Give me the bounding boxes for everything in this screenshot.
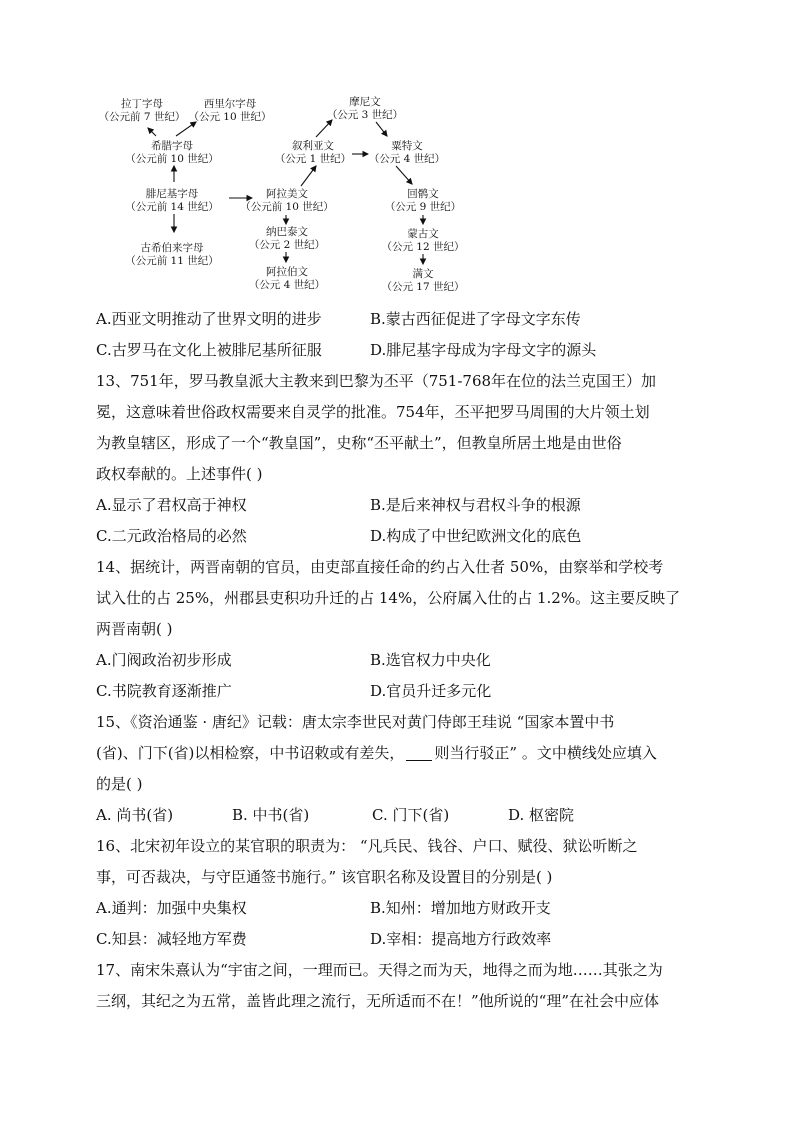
- q14-stem-line-1: 14、据统计，两晋南朝的官员，由吏部直接任命的约占入仕者 50%，由察举和学校考: [96, 558, 664, 576]
- q14-option-c[interactable]: C.书院教育逐渐推广: [96, 682, 232, 700]
- node-uyghur: 回鹘文 （公元 9 世纪）: [384, 188, 462, 213]
- node-phoenician: 腓尼基字母 （公元前 14 世纪）: [125, 188, 219, 213]
- node-cyrillic: 西里尔字母 （公元 10 世纪）: [188, 98, 272, 123]
- node-manichaean: 摩尼文 （公元 3 世纪）: [326, 96, 404, 121]
- node-latin: 拉丁字母 （公元前 7 世纪）: [98, 98, 186, 123]
- node-arabic: 阿拉伯文 （公元 4 世纪）: [248, 266, 326, 291]
- q12-option-d[interactable]: D.腓尼基字母成为字母文字的源头: [370, 341, 597, 359]
- node-mongolian: 蒙古文 （公元 12 世纪）: [381, 228, 465, 253]
- node-sogdian: 粟特文 （公元 4 世纪）: [368, 140, 446, 165]
- arrow-aramaic-syriac: [301, 166, 316, 186]
- q12-option-c[interactable]: C.古罗马在文化上被腓尼基所征服: [96, 341, 322, 359]
- q15-option-b[interactable]: B. 中书(省): [232, 806, 310, 824]
- q14-stem-line-3: 两晋南朝( ): [96, 620, 173, 638]
- q16-option-b[interactable]: B.知州：增加地方财政开支: [370, 899, 551, 917]
- q16-option-d[interactable]: D.宰相：提高地方行政效率: [370, 930, 552, 948]
- q17-stem-line-1: 17、南宋朱熹认为“宇宙之间，一理而已。天得之而为天，地得之而为地……其张之为: [96, 961, 663, 979]
- q12-option-b[interactable]: B.蒙古西征促进了字母文字东传: [370, 310, 581, 328]
- node-manchu: 满文 （公元 17 世纪）: [381, 268, 465, 293]
- q13-option-c[interactable]: C.二元政治格局的必然: [96, 527, 247, 545]
- q15-option-c[interactable]: C. 门下(省): [372, 806, 450, 824]
- node-hebrew: 古希伯来字母 （公元前 11 世纪）: [125, 242, 219, 267]
- q13-stem-line-4: 政权奉献的。上述事件( ): [96, 465, 263, 483]
- q15-stem-line-2: [96, 738, 657, 769]
- q14-option-d[interactable]: D.官员升迁多元化: [370, 682, 492, 700]
- node-aramaic: 阿拉美文 （公元前 10 世纪）: [240, 188, 334, 213]
- q15-stem-part-1: (省)、门下(省)以相检察，中书诏敕或有差失，: [96, 744, 405, 762]
- arrow-manichaean-sogdian: [376, 122, 387, 136]
- q17-stem-line-2: 三纲，其纪之为五常，盖皆此理之流行，无所适而不在！”他所说的“理”在社会中应体: [96, 992, 660, 1010]
- q16-option-c[interactable]: C.知县：减轻地方军费: [96, 930, 247, 948]
- script-evolution-diagram: [96, 92, 476, 297]
- arrow-sogdian-uyghur: [396, 166, 412, 184]
- q16-stem-line-2: 事，可否裁决，与守臣通签书施行。” 该官职名称及设置目的分别是( ): [96, 868, 553, 886]
- q14-option-a[interactable]: A.门阀政治初步形成: [96, 651, 232, 669]
- node-syriac: 叙利亚文 （公元 1 世纪）: [274, 140, 352, 165]
- q13-stem-line-2: 冕，这意味着世俗政权需要来自灵学的批准。754年，丕平把罗马周围的大片领土划: [96, 403, 650, 421]
- q15-stem-part-2: 则当行驳正” 。文中横线处应填入: [434, 744, 657, 762]
- node-nabataean: 纳巴泰文 （公元 2 世纪）: [248, 226, 326, 251]
- q13-option-d[interactable]: D.构成了中世纪欧洲文化的底色: [370, 527, 582, 545]
- q13-option-b[interactable]: B.是后来神权与君权斗争的根源: [370, 496, 581, 514]
- q15-option-d[interactable]: D. 枢密院: [508, 806, 575, 824]
- q14-option-b[interactable]: B.选官权力中央化: [370, 651, 491, 669]
- q15-stem-line-1: 15、《资治通鉴 · 唐纪》记载：唐太宗李世民对黄门侍郎王珪说 “国家本置中书: [96, 713, 615, 731]
- q15-stem-line-3: 的是( ): [96, 775, 143, 793]
- q13-stem-line-3: 为教皇辖区，形成了一个“教皇国”，史称“丕平献土”，但教皇所居土地是由世俗: [96, 434, 622, 452]
- q13-option-a[interactable]: A.显示了君权高于神权: [96, 496, 247, 514]
- q12-option-a[interactable]: A.西亚文明推动了世界文明的进步: [96, 310, 322, 328]
- arrow-greek-cyrillic: [176, 122, 196, 136]
- q16-option-a[interactable]: A.通判：加强中央集权: [96, 899, 247, 917]
- q16-stem-line-1: 16、北宋初年设立的某官职的职责为： “凡兵民、钱谷、户口、赋役、狱讼听断之: [96, 837, 638, 855]
- fill-in-blank: [406, 744, 432, 761]
- q15-option-a[interactable]: A. 尚书(省): [96, 806, 174, 824]
- q13-stem-line-1: 13、751年，罗马教皇派大主教来到巴黎为丕平（751-768年在位的法兰克国王）加: [96, 372, 657, 390]
- node-greek: 希腊字母 （公元前 10 世纪）: [125, 140, 219, 165]
- arrow-syriac-manichaean: [316, 120, 332, 137]
- q14-stem-line-2: 试入仕的占 25%，州郡县吏积功升迁的占 14%，公府属入仕的占 1.2%。这主要反映了: [96, 589, 681, 607]
- arrow-greek-latin: [148, 128, 156, 136]
